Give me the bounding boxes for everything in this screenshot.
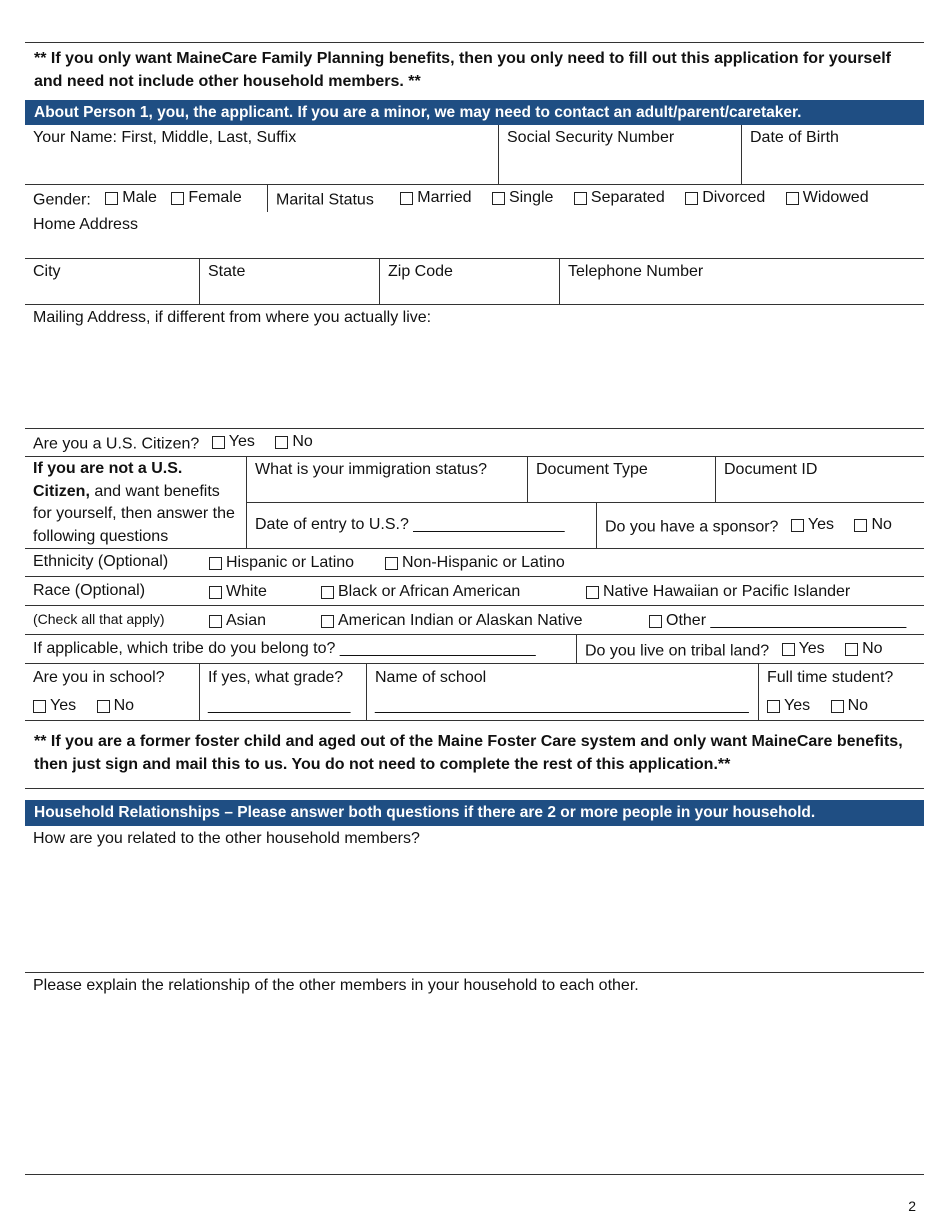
checkbox[interactable]	[649, 615, 662, 628]
ssn-field[interactable]	[499, 125, 742, 184]
marital-married-option[interactable]	[400, 189, 471, 207]
race-white-option[interactable]	[209, 583, 267, 601]
tribal-land-no-option[interactable]	[845, 640, 882, 658]
school-name-blank: __________________________________________	[375, 697, 749, 714]
race-hawaiian-label: Native Hawaiian or Pacific Islander	[603, 583, 851, 600]
ethnicity-row	[25, 549, 924, 577]
family-planning-note: ** If you only want MaineCare Family Planning benefits, then you only need to fill out this application for yourself and need not include other household members. **	[34, 50, 891, 90]
in-school-yes-option[interactable]	[33, 692, 76, 720]
fulltime-yes-label: Yes	[784, 697, 811, 714]
checkbox[interactable]	[767, 700, 780, 713]
fulltime-label: Full time student?	[767, 669, 894, 686]
checkbox[interactable]	[685, 192, 698, 205]
entry-label: Date of entry to U.S.? _________________	[255, 516, 565, 533]
checkbox[interactable]	[845, 643, 858, 656]
citizen-row	[25, 429, 924, 457]
race-black-option[interactable]	[321, 583, 520, 601]
noncitizen-bold: If you are not a U.S. Citizen,	[33, 460, 183, 500]
immigration-subrow	[247, 457, 924, 503]
fulltime-no-label: No	[847, 697, 869, 714]
gender-female-label: Female	[188, 189, 242, 206]
marital-divorced-option[interactable]	[685, 189, 765, 207]
checkbox[interactable]	[321, 615, 334, 628]
citizen-no-label: No	[292, 433, 313, 450]
race-asian-label: Asian	[226, 612, 267, 629]
home-address-row[interactable]	[25, 212, 924, 259]
home-address-label: Home Address	[33, 216, 138, 233]
in-school-cell	[25, 664, 200, 720]
foster-care-note: ** If you are a former foster child and aged out of the Maine Foster Care system and only want MaineCare benefits, then just sign and mail this to us. You do not need to complete the rest of this application.**	[34, 733, 903, 773]
gender-female-option[interactable]	[171, 189, 241, 207]
race-cell-1	[25, 577, 924, 605]
checkbox[interactable]	[782, 643, 795, 656]
in-school-no-label: No	[113, 697, 135, 714]
immigration-field[interactable]	[247, 457, 528, 502]
grade-blank: ________________	[208, 697, 351, 714]
household-q1-label: How are you related to the other household members?	[33, 830, 420, 847]
race-black-label: Black or African American	[338, 583, 521, 600]
tribal-land-label: Do you live on tribal land?	[585, 642, 770, 660]
fulltime-cell	[759, 664, 924, 720]
ethnicity-nonhispanic-label: Non-Hispanic or Latino	[402, 554, 565, 571]
sponsor-label: Do you have a sponsor?	[605, 518, 779, 536]
sponsor-no-option[interactable]	[854, 516, 891, 534]
marital-single-label: Single	[508, 189, 554, 206]
ethnicity-hispanic-label: Hispanic or Latino	[226, 554, 355, 571]
checkbox[interactable]	[574, 192, 587, 205]
tribe-label: If applicable, which tribe do you belong to? ______________________	[33, 640, 536, 657]
gender-label: Gender:	[33, 191, 91, 209]
name-field[interactable]	[25, 125, 499, 184]
checkbox[interactable]	[209, 557, 222, 570]
home-address-cell[interactable]	[25, 212, 924, 258]
checkbox[interactable]	[33, 700, 46, 713]
gender-male-label: Male	[122, 189, 157, 206]
in-school-label: Are you in school?	[33, 669, 165, 686]
household-q2-label: Please explain the relationship of the other members in your household to each other.	[33, 977, 639, 994]
citizen-cell	[25, 429, 924, 456]
ssn-label: Social Security Number	[507, 129, 675, 146]
checkbox[interactable]	[105, 192, 118, 205]
city-label: City	[33, 263, 61, 280]
race-label: Race (Optional)	[33, 582, 146, 599]
page-number: 2	[908, 1198, 916, 1214]
sponsor-yes-label: Yes	[807, 516, 835, 533]
ethnicity-label: Ethnicity (Optional)	[33, 553, 169, 570]
grade-cell[interactable]	[200, 664, 367, 720]
doc-id-field[interactable]	[716, 457, 924, 502]
school-name-cell[interactable]	[367, 664, 759, 720]
checkbox[interactable]	[492, 192, 505, 205]
top-rule	[25, 42, 924, 43]
noncitizen-instructions	[25, 457, 247, 548]
grade-label: If yes, what grade?	[208, 669, 344, 686]
tribal-land-cell	[577, 635, 924, 663]
checkbox[interactable]	[212, 436, 225, 449]
immigration-label: What is your immigration status?	[255, 461, 488, 478]
in-school-yes-label: Yes	[50, 697, 77, 714]
name-row	[25, 125, 924, 185]
race-american-indian-option[interactable]	[321, 612, 583, 630]
doc-id-label: Document ID	[724, 461, 818, 478]
foster-rule	[25, 788, 924, 789]
citizen-yes-option[interactable]	[212, 433, 255, 451]
name-label: Your Name: First, Middle, Last, Suffix	[33, 129, 297, 146]
sponsor-yes-option[interactable]	[791, 516, 834, 534]
household-q2-row[interactable]	[25, 973, 924, 1175]
doc-type-field[interactable]	[528, 457, 716, 502]
checkbox[interactable]	[385, 557, 398, 570]
marital-widowed-label: Widowed	[802, 189, 869, 206]
in-school-no-option[interactable]	[97, 692, 134, 720]
checkbox[interactable]	[400, 192, 413, 205]
marital-separated-label: Separated	[590, 189, 665, 206]
marital-label: Marital Status	[276, 191, 374, 209]
ethnicity-cell	[25, 549, 924, 576]
noncitizen-block	[25, 457, 924, 549]
marital-cell	[268, 185, 924, 212]
household-q2-cell[interactable]	[25, 973, 924, 1174]
citizen-yes-label: Yes	[228, 433, 255, 450]
dob-label: Date of Birth	[750, 129, 839, 146]
marital-widowed-option[interactable]	[786, 189, 869, 207]
fulltime-yes-option[interactable]	[767, 692, 810, 720]
checkbox[interactable]	[791, 519, 804, 532]
tribal-land-no-label: No	[862, 640, 883, 657]
doc-type-label: Document Type	[536, 461, 648, 478]
race-cell-2	[25, 606, 924, 634]
race-hawaiian-option[interactable]	[586, 583, 850, 601]
zip-label: Zip Code	[388, 263, 453, 280]
race-white-label: White	[226, 583, 267, 600]
phone-field[interactable]	[560, 259, 924, 304]
mailing-cell[interactable]	[25, 305, 924, 428]
phone-label: Telephone Number	[568, 263, 704, 280]
race-other-option[interactable]	[649, 612, 906, 630]
race-asian-option[interactable]	[209, 612, 266, 630]
gender-marital-row	[25, 185, 924, 212]
ethnicity-hispanic-option[interactable]	[209, 554, 354, 572]
household-q1-row[interactable]	[25, 826, 924, 973]
checkbox[interactable]	[275, 436, 288, 449]
fulltime-no-option[interactable]	[831, 692, 868, 720]
entry-subrow	[247, 503, 924, 548]
noncitizen-rest: and want benefits for yourself, then answer the following questions	[33, 482, 235, 545]
race-row-1	[25, 577, 924, 606]
marital-married-label: Married	[417, 189, 472, 206]
mailing-label: Mailing Address, if different from where you actually live:	[33, 309, 432, 326]
race-american-indian-label: American Indian or Alaskan Native	[338, 612, 583, 629]
tribal-land-yes-label: Yes	[798, 640, 825, 657]
household-header: Household Relationships – Please answer both questions if there are 2 or more people in your household.	[25, 800, 924, 826]
checkbox[interactable]	[854, 519, 867, 532]
sponsor-cell	[597, 503, 924, 548]
checkbox[interactable]	[321, 586, 334, 599]
dob-field[interactable]	[742, 125, 924, 184]
state-label: State	[208, 263, 246, 280]
citizen-label: Are you a U.S. Citizen?	[33, 435, 200, 453]
race-other-label: Other ______________________	[666, 612, 907, 629]
zip-field[interactable]	[380, 259, 560, 304]
state-field[interactable]	[200, 259, 380, 304]
marital-separated-option[interactable]	[574, 189, 665, 207]
mailing-row[interactable]	[25, 305, 924, 429]
gender-male-option[interactable]	[105, 189, 157, 207]
household-q1-cell[interactable]	[25, 826, 924, 972]
checkbox[interactable]	[209, 615, 222, 628]
tribal-land-yes-option[interactable]	[782, 640, 825, 658]
school-row	[25, 664, 924, 721]
checkbox[interactable]	[586, 586, 599, 599]
ethnicity-nonhispanic-option[interactable]	[385, 554, 565, 572]
checkbox[interactable]	[831, 700, 844, 713]
school-name-label: Name of school	[375, 669, 487, 686]
tribe-field[interactable]	[25, 635, 577, 663]
marital-divorced-label: Divorced	[702, 189, 766, 206]
checkbox[interactable]	[171, 192, 184, 205]
race-check-all-label: (Check all that apply)	[33, 611, 165, 627]
gender-cell	[25, 185, 268, 212]
race-row-2	[25, 606, 924, 635]
tribe-row	[25, 635, 924, 664]
city-field[interactable]	[25, 259, 200, 304]
person1-header: About Person 1, you, the applicant. If you are a minor, we may need to contact an adult/parent/caretaker.	[25, 100, 924, 125]
sponsor-no-label: No	[871, 516, 892, 533]
checkbox[interactable]	[209, 586, 222, 599]
checkbox[interactable]	[786, 192, 799, 205]
citizen-no-option[interactable]	[275, 433, 312, 451]
checkbox[interactable]	[97, 700, 110, 713]
marital-single-option[interactable]	[492, 189, 553, 207]
city-row	[25, 259, 924, 305]
entry-field[interactable]	[247, 503, 597, 548]
